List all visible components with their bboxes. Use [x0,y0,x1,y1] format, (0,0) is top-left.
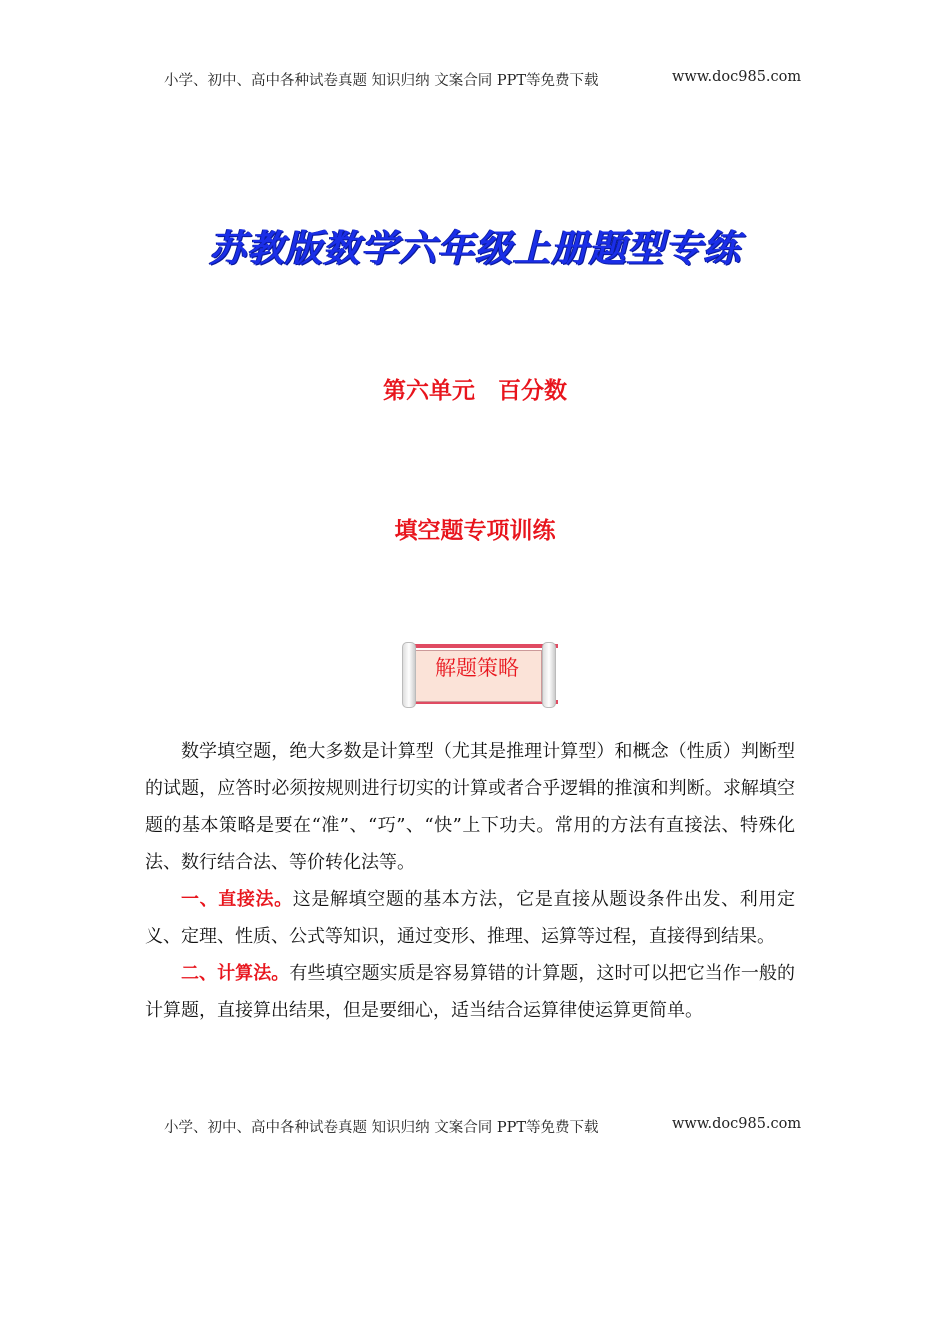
footer-text: 小学、初中、高中各种试卷真题 知识归纳 文案合同 PPT等免费下载 [164,1120,599,1136]
method-heading: 二、计算法。 [181,963,290,984]
document-body [145,733,795,1029]
paragraph-calculation-method [145,955,795,1029]
header-url[interactable]: www.doc985.com [672,69,802,85]
footer-url[interactable]: www.doc985.com [672,1116,802,1132]
paragraph-direct-method [145,881,795,955]
scroll-right-rod [542,642,556,708]
scroll-top-bar [406,644,558,648]
banner-label: 解题策略 [435,656,519,680]
paragraph-intro [145,733,795,881]
paragraph-text: 这是解填空题的基本方法，它是直接从题设条件出发、利用定义、定理、性质、公式等知识，通过变形、推理、运算等过程，直接得到结果。 [145,889,795,947]
paragraph-text: 数学填空题，绝大多数是计算型（尤其是推理计算型）和概念（性质）判断型的试题，应答时必须按规则进行切实的计算或者合乎逻辑的推演和判断。求解填空题的基本策略是要在“准”、“巧”、“快”上下功夫。常用的方法有直接法、特殊化法、数行结合法、等价转化法等。 [145,741,795,873]
method-heading: 一、直接法。 [181,889,293,910]
paragraph-text: 有些填空题实质是容易算错的计算题，这时可以把它当作一般的计算题，直接算出结果，但是要细心，适当结合运算律使运算更简单。 [145,963,796,1021]
section-subtitle: 填空题专项训练 [394,518,556,544]
strategy-banner [392,640,564,708]
document-title: 苏教版数学六年级上册题型专练 [209,227,741,270]
unit-heading: 第六单元 百分数 [383,378,567,404]
header-text: 小学、初中、高中各种试卷真题 知识归纳 文案合同 PPT等免费下载 [164,73,599,89]
